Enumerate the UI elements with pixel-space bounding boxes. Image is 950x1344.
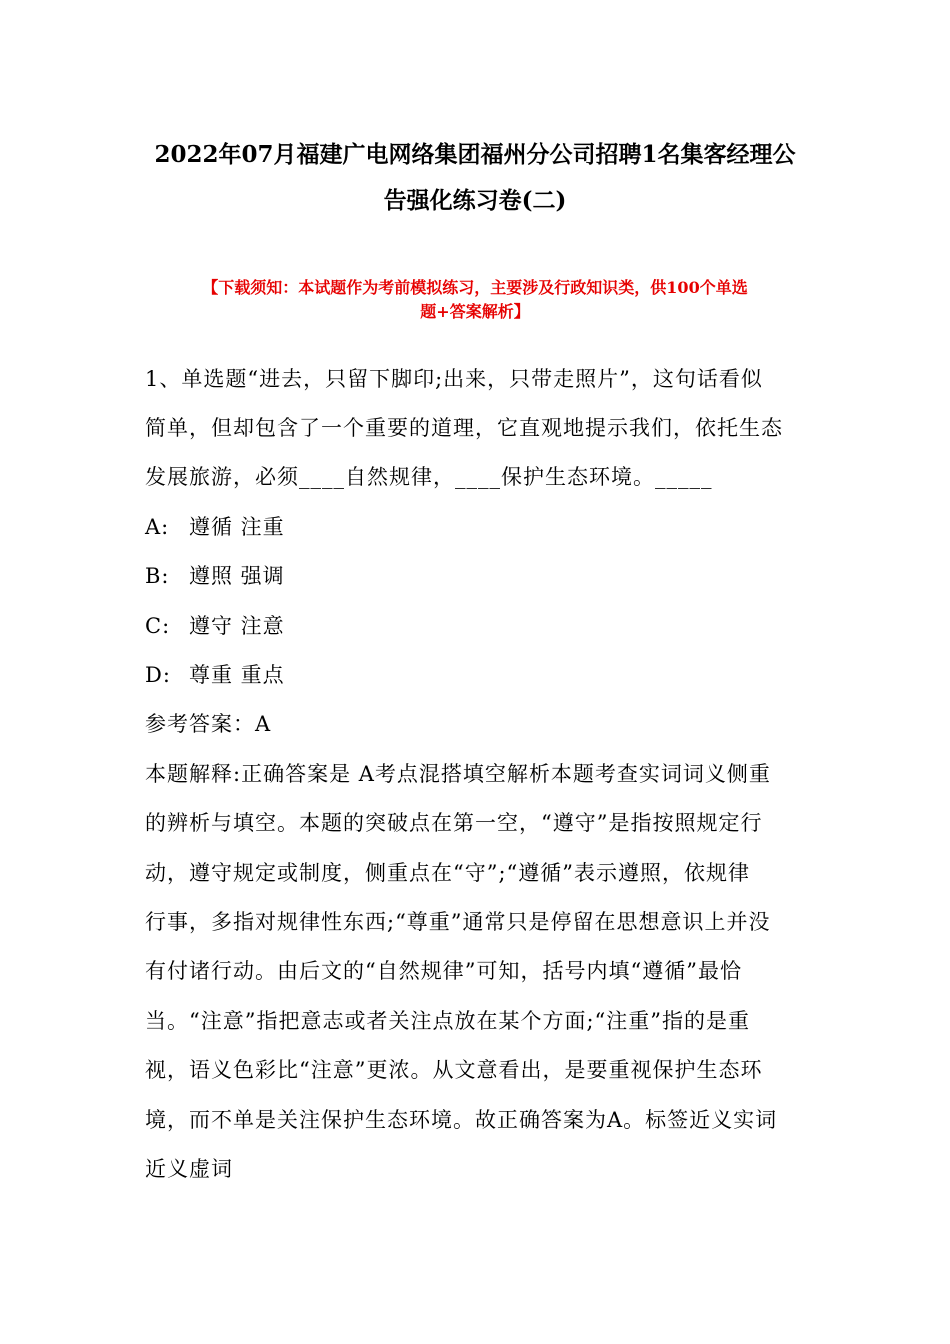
explanation-line-7: 视，语义色彩比“注意”更浓。从文意看出，是要重视保护生态环: [145, 1058, 763, 1082]
explanation-line-4: 行事，多指对规律性东西;“尊重”通常只是停留在思想意识上并没: [145, 910, 771, 934]
option-c: [145, 613, 810, 639]
question-stem-line-3: 发展旅游，必须____自然规律，____保护生态环境。_____: [145, 465, 713, 489]
question-stem-line-1: 1、单选题“进去，只留下脚印;出来，只带走照片”，这句话看似: [145, 367, 763, 391]
option-b: [145, 563, 810, 589]
option-a: [145, 514, 810, 540]
option-d: [145, 662, 810, 688]
question-stem-line-2: 简单，但却包含了一个重要的道理，它直观地提示我们，依托生态: [145, 416, 783, 440]
option-d-letter: D:: [145, 663, 171, 687]
explanation-line-9: 近义虚词: [145, 1157, 233, 1181]
download-notice-line-1: 【下载须知：本试题作为考前模拟练习，主要涉及行政知识类，供100个单选: [202, 278, 748, 297]
option-a-text: 遵循 注重: [189, 515, 285, 539]
explanation-line-2: 的辨析与填空。本题的突破点在第一空，“遵守”是指按照规定行: [145, 811, 763, 835]
option-a-letter: A:: [145, 515, 170, 539]
explanation-line-8: 境，而不单是关注保护生态环境。故正确答案为A。标签近义实词: [145, 1108, 778, 1132]
option-c-text: 遵守 注意: [189, 614, 285, 638]
option-c-letter: C:: [145, 614, 171, 638]
reference-answer: 参考答案：A: [145, 712, 272, 736]
explanation-line-3: 动，遵守规定或制度，侧重点在“守”;“遵循”表示遵照，依规律: [145, 861, 751, 885]
explanation-line-6: 当。“注意”指把意志或者关注点放在某个方面;“注重”指的是重: [145, 1009, 751, 1033]
option-b-text: 遵照 强调: [189, 564, 285, 588]
download-notice-line-2: 题+答案解析】: [420, 302, 530, 321]
document-title-line-1: 2022年07月福建广电网络集团福州分公司招聘1名集客经理公: [154, 141, 796, 168]
option-b-letter: B:: [145, 564, 170, 588]
option-d-text: 尊重 重点: [189, 663, 285, 687]
explanation-line-1: 本题解释:正确答案是 A考点混搭填空解析本题考查实词词义侧重: [145, 762, 771, 786]
explanation-line-5: 有付诸行动。由后文的“自然规律”可知，括号内填“遵循”最恰: [145, 959, 742, 983]
document-title-line-2: 告强化练习卷(二): [383, 187, 567, 214]
